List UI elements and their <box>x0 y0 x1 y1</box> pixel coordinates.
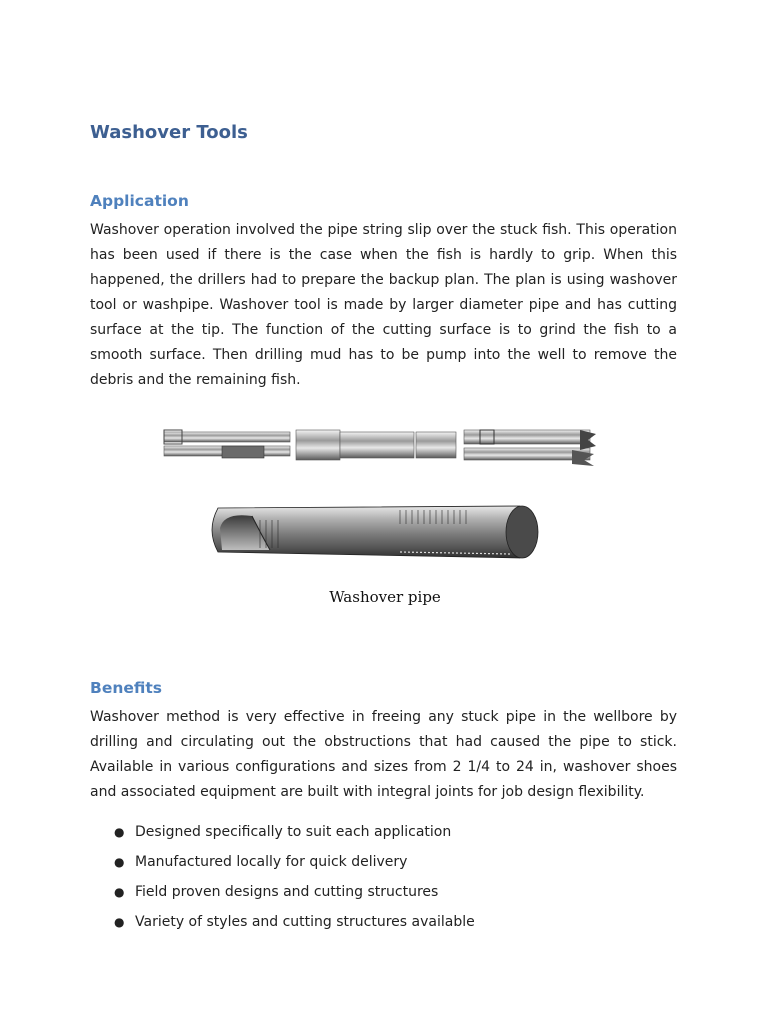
benefits-paragraph: Washover method is very effective in freeing any stuck pipe in the wellbore by drilling and circulating out the obstructions that had caused the pipe to stick. Available in various configurations and sizes from 2 1/4 to 24 in, washover shoes and associated equipment are built with integral joints for job design flexibility. <box>90 709 677 800</box>
bullet-icon: ● <box>114 915 125 929</box>
figure-caption: Washover pipe <box>329 588 441 606</box>
list-item: ● Designed specifically to suit each application <box>90 817 475 847</box>
list-item: ● Manufactured locally for quick delivery <box>90 847 475 877</box>
tool-segments <box>164 430 596 466</box>
document-title: Washover Tools <box>90 122 248 143</box>
list-item: ● Variety of styles and cutting structures available <box>90 907 475 937</box>
application-paragraph: Washover operation involved the pipe string slip over the stuck fish. This operation has been used if there is the case when the fish is hardly to grip. When this happened, the drillers had to prepare the backup plan. The plan is using washover tool or washpipe. Washover tool is made by larger diameter pipe and has cutting surface at the tip. The function of the cutting surface is to grind the fish to a smooth surface. Then drilling mud has to be pump into the well to remove the debris and the remaining fish. <box>90 222 677 388</box>
list-item: ● Field proven designs and cutting structures <box>90 877 475 907</box>
washover-pipe-cutaway <box>212 506 538 558</box>
benefits-heading: Benefits <box>90 679 162 697</box>
bullet-icon: ● <box>114 855 125 869</box>
application-heading: Application <box>90 192 189 210</box>
bullet-icon: ● <box>114 885 125 899</box>
bullet-icon: ● <box>114 825 125 839</box>
benefits-list <box>90 817 475 937</box>
washover-pipe-figure <box>160 420 600 620</box>
washover-pipe-illustration <box>160 420 600 585</box>
